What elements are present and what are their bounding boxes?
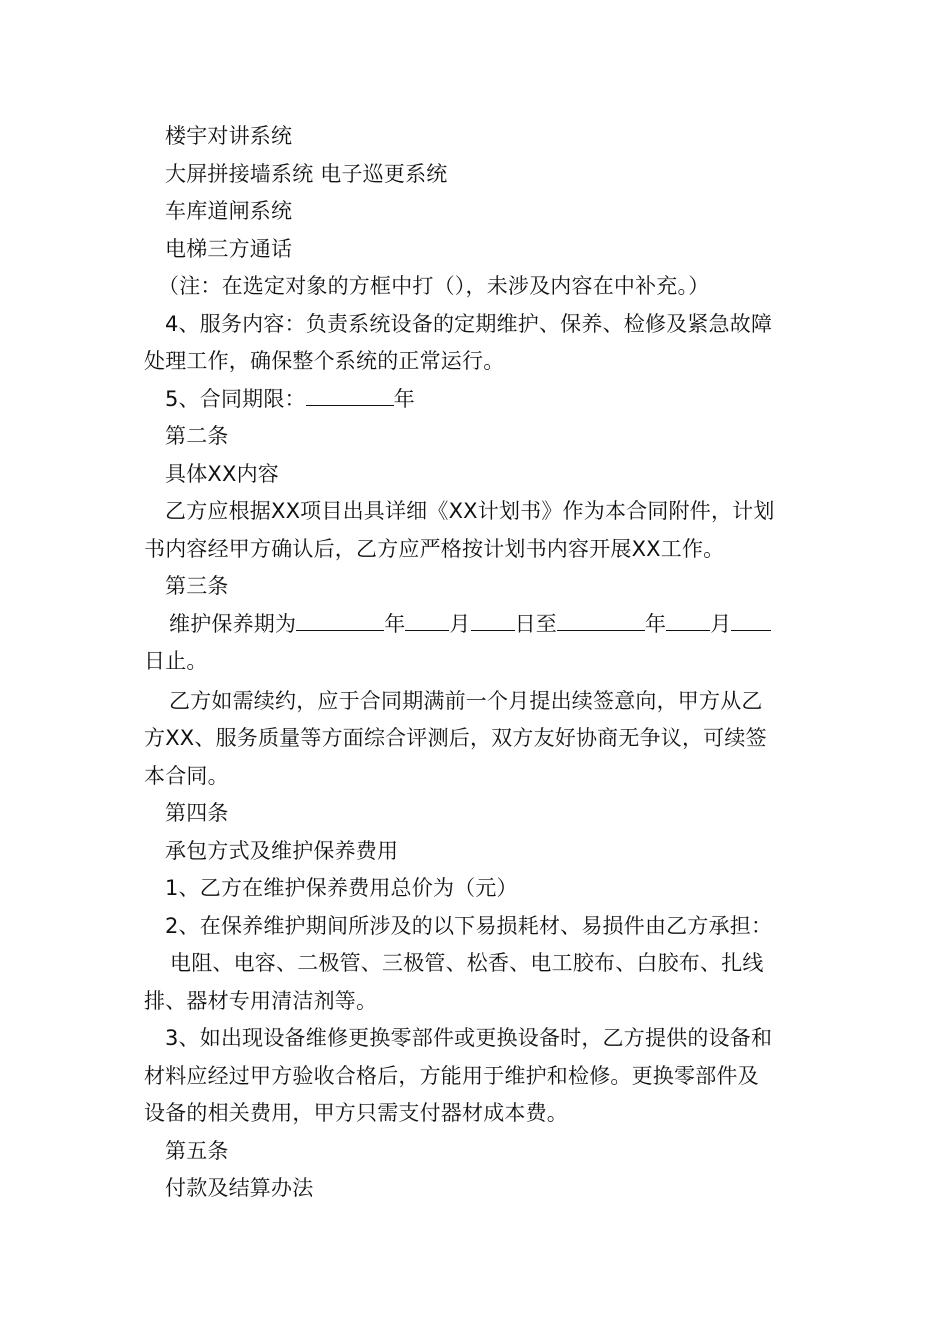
end-day-blank: [731, 610, 771, 631]
article-heading: 第五条: [165, 1138, 229, 1163]
clause-line: 3、如出现设备维修更换零部件或更换设备时，乙方提供的设备和: [165, 1026, 773, 1050]
article-heading: 第三条: [165, 574, 229, 598]
clause-line: 2、在保养维护期间所涉及的以下易损耗材、易损件由乙方承担：: [165, 913, 773, 938]
start-month-blank: [405, 610, 449, 631]
contract-term: [144, 381, 808, 419]
document-body: [144, 118, 808, 1208]
start-day-blank: [471, 610, 515, 631]
term-years-blank: [306, 385, 394, 406]
clause-line: 设备的相关费用，甲方只需支付器材成本费。: [144, 1101, 568, 1125]
consumables-list-line: 电阻、电容、二极管、三极管、松香、电工胶布、白胶布、扎线: [170, 951, 764, 975]
period-end: 日止。: [144, 649, 208, 673]
renewal-line: 乙方如需续约，应于合同期满前一个月提出续签意向，甲方从乙: [169, 688, 763, 713]
system-item: 电梯三方通话: [165, 236, 293, 261]
article-paragraph-line: 书内容经甲方确认后，乙方应严格按计划书内容开展XX工作。: [144, 536, 725, 561]
article-heading: 第四条: [165, 801, 229, 825]
contract-term-unit: 年: [393, 386, 415, 411]
article-paragraph-line: 乙方应根据XX项目出具详细《XX计划书》作为本合同附件，计划: [165, 499, 775, 523]
period-unit: 月: [449, 611, 471, 636]
period-unit: 日至: [514, 611, 558, 636]
contract-term-label: 5、合同期限：: [165, 386, 306, 411]
renewal-line: 本合同。: [144, 763, 229, 788]
clause-line: 1、乙方在维护保养费用总价为（元）: [165, 876, 518, 900]
article-title: 具体XX内容: [165, 461, 279, 486]
maintenance-period: [144, 606, 808, 644]
service-content-line: 处理工作，确保整个系统的正常运行。: [144, 349, 505, 373]
service-content-line: 4、服务内容：负责系统设备的定期维护、保养、检修及紧急故障: [165, 311, 773, 336]
period-label: 维护保养期为: [169, 611, 297, 636]
system-item: 楼宇对讲系统: [165, 124, 293, 148]
consumables-list-line: 排、器材专用清洁剂等。: [144, 988, 378, 1013]
end-month-blank: [666, 610, 710, 631]
period-unit: 月: [710, 611, 732, 636]
end-year-blank: [557, 610, 645, 631]
renewal-line: 方XX、服务质量等方面综合评测后，双方友好协商无争议，可续签: [144, 726, 767, 750]
article-title: 承包方式及维护保养费用: [165, 838, 399, 863]
period-unit: 年: [645, 611, 667, 636]
system-item: 大屏拼接墙系统 电子巡更系统: [165, 161, 448, 186]
selection-note: （注：在选定对象的方框中打（），未涉及内容在中补充。）: [158, 274, 710, 298]
system-item: 车库道闸系统: [165, 199, 293, 223]
period-unit: 年: [384, 611, 406, 636]
start-year-blank: [296, 610, 384, 631]
clause-line: 材料应经过甲方验收合格后，方能用于维护和检修。更换零部件及: [144, 1063, 759, 1088]
article-title: 付款及结算办法: [165, 1176, 314, 1200]
article-heading: 第二条: [165, 424, 229, 448]
